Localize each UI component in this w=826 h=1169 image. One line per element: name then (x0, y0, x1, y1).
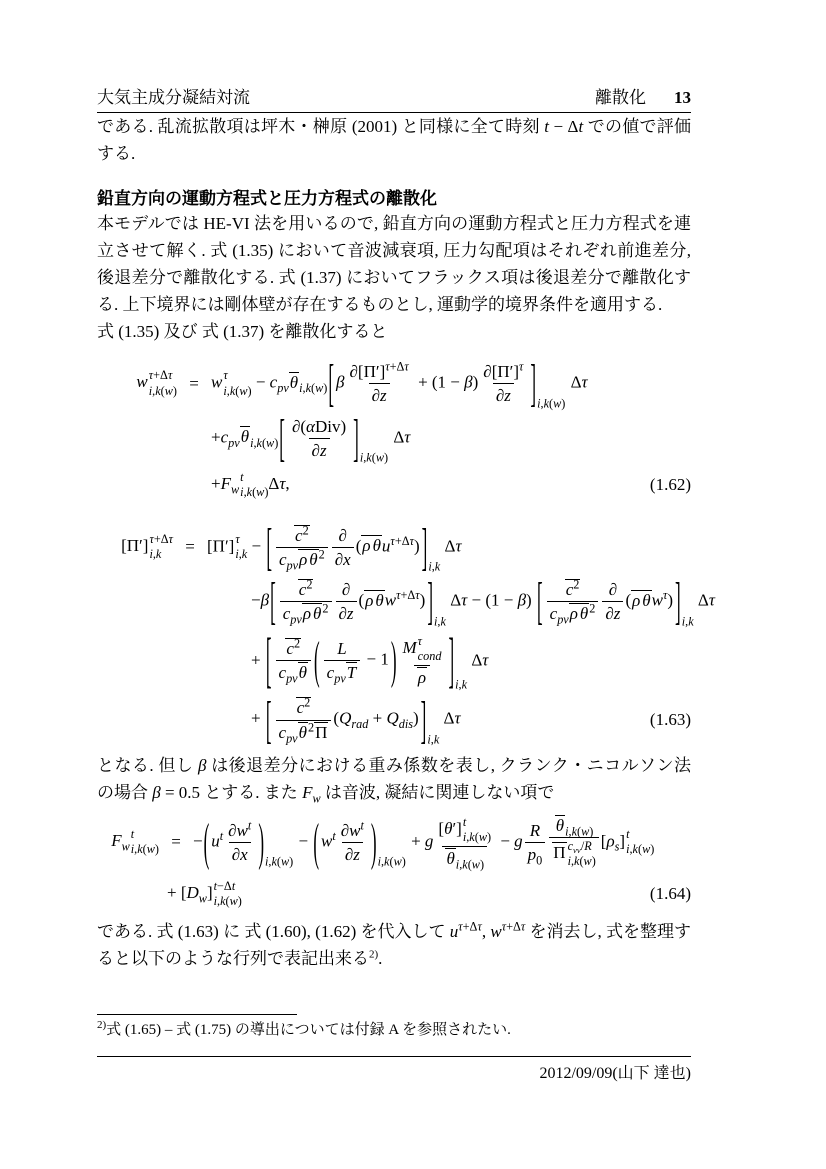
equation-row: $+F_w$ t i,k(w) Δτ, (1.62) (211, 470, 691, 500)
equation-row: + [ $c^2$ $c_{pv}\theta^2\Pi$ $(Q_{rad} + Q_{dis})$ ] i,k Δτ (1.63) (251, 691, 691, 749)
equation-row: $+c_{pv}\theta_{i,k(w)}$ [ ∂(αDiv) ∂z ] i,k(w) Δτ (211, 409, 411, 468)
footnote-body: 式 (1.65) – 式 (1.75) の導出については付録 A を参照されたい. (106, 1022, 511, 1038)
inline-math: t − Δt (544, 117, 584, 136)
equation-row: + [ $c^2$ $c_{pv}\theta$ ( L $c_{pv}T$ − 1 ) M τ cond ρ ] i,k Δτ (251, 626, 489, 696)
equation-row: w τ+Δτ i,k(w) = w τ i,k(w) − $c_{pv}\theta_{i,k(w)}$ [ β $\frac{\partial[\Pi']^{\tau+\Delta\tau}}{\partial z}$ + (1 − β) $\frac{\partial[\Pi']^\tau}{\partial z}$ ] i,k(w) Δτ (136, 354, 588, 413)
inline-math: $u^{\tau+\Delta\tau}$ (449, 919, 482, 942)
page-content (97, 0, 715, 972)
equation-1-64 (97, 815, 691, 909)
footnote-marker: 2) (97, 1019, 107, 1031)
footnote-text (97, 1020, 691, 1041)
footnote-marker: 2) (369, 948, 379, 961)
inline-math: $w^{\tau+\Delta\tau}$ (490, 919, 526, 942)
footnote-rule (97, 1014, 297, 1015)
paragraph-discretize: 式 (1.35) 及び 式 (1.37) を離散化すると (97, 322, 388, 341)
header-right (595, 88, 691, 108)
equation-number: (1.63) (649, 710, 691, 730)
paragraph-final: である. 式 (1.63) に 式 (1.60), (1.62) を代入して $u^{\tau+\Delta\tau}$, $w^{\tau+\Delta\tau}$ を消去し, 式を整理すると以下のような行列で表記出来る$^{2)}$. (97, 919, 692, 969)
inline-math: β (198, 755, 207, 775)
equation-row: −β [ $c^2$ $c_{pv}\rho$ $\theta^2$ ∂ ∂z (ρ $\theta w^{\tau+\Delta\tau}$) ] i,k Δτ − (1 − β) [ $c^2$ $c_{pv}\rho$ $\theta^2$ ∂ ∂z (ρ $\theta w^\tau$) ] i,k Δτ (251, 573, 715, 631)
paragraph-model: 本モデルでは HE-VI 法を用いるので, 鉛直方向の運動方程式と圧力方程式を連立させて解く. 式 (1.35) において音波減衰項, 圧力勾配項はそれぞれ前進差分, 後退差分で離散化する. 式 (1.37) においてフラックス項は後退差分で離散化する. 上下境界には剛体壁が存在するものとし, 運動学的境界条件を適用する. (97, 214, 691, 314)
footer-date-author: 2012/09/09(山下 達也) (539, 1065, 691, 1082)
section-heading: 鉛直方向の運動方程式と圧力方程式の離散化 (97, 189, 437, 208)
equation-1-62 (97, 354, 691, 501)
paragraph-beta: となる. 但し β は後退差分における重み係数を表し, クランク・ニコルソン法の場合 β = 0.5 とする. また $F_w$ は音波, 凝結に関連しない項で (97, 755, 691, 806)
inline-math: $F_w$ (302, 782, 321, 806)
inline-math: , (481, 922, 491, 942)
header-page-number: 13 (674, 88, 691, 107)
header-section-label: 離散化 (595, 88, 646, 107)
header-running-title: 大気主成分凝結対流 (97, 88, 250, 107)
inline-math: β = 0.5 (152, 782, 201, 802)
equation-1-63 (97, 518, 715, 749)
page-header (97, 88, 691, 113)
paragraph-intro: である. 乱流拡散項は坪木・榊原 (2001) と同様に全て時刻 t − Δt での値で評価する. (97, 117, 691, 163)
equation-number: (1.62) (649, 475, 691, 495)
page-footer (97, 1056, 691, 1085)
equation-row: [Π′] τ+Δτ i,k = [Π′] τ i,k − [ $c^2$ $c_{pv}\rho$ $\theta^2$ ∂ ∂x (ρ $\theta u^{\tau+\Delta\tau}$) ] i,k Δτ (121, 518, 462, 577)
footnote (97, 1014, 691, 1041)
equation-row: + $[D_w]$ t−Δt i,k(w) (1.64) (167, 878, 691, 908)
equation-row: $F_w$ t i,k(w) = − ( $u^t$ $\frac{\partial w^t}{\partial x}$ ) i,k(w) − ( $w^t$ $\frac{\partial w^t}{\partial z}$ ) i,k(w) + g [θ′] t i,k(w) $\theta_{i,k(w)}$ − g $\frac{R}{p_0}$ $\theta_{i,k(w)}$ Π $c_{vv}/R$ i,k(w) $[\rho_s]$ t i,k(w) (111, 813, 655, 872)
equation-number: (1.64) (649, 883, 691, 903)
